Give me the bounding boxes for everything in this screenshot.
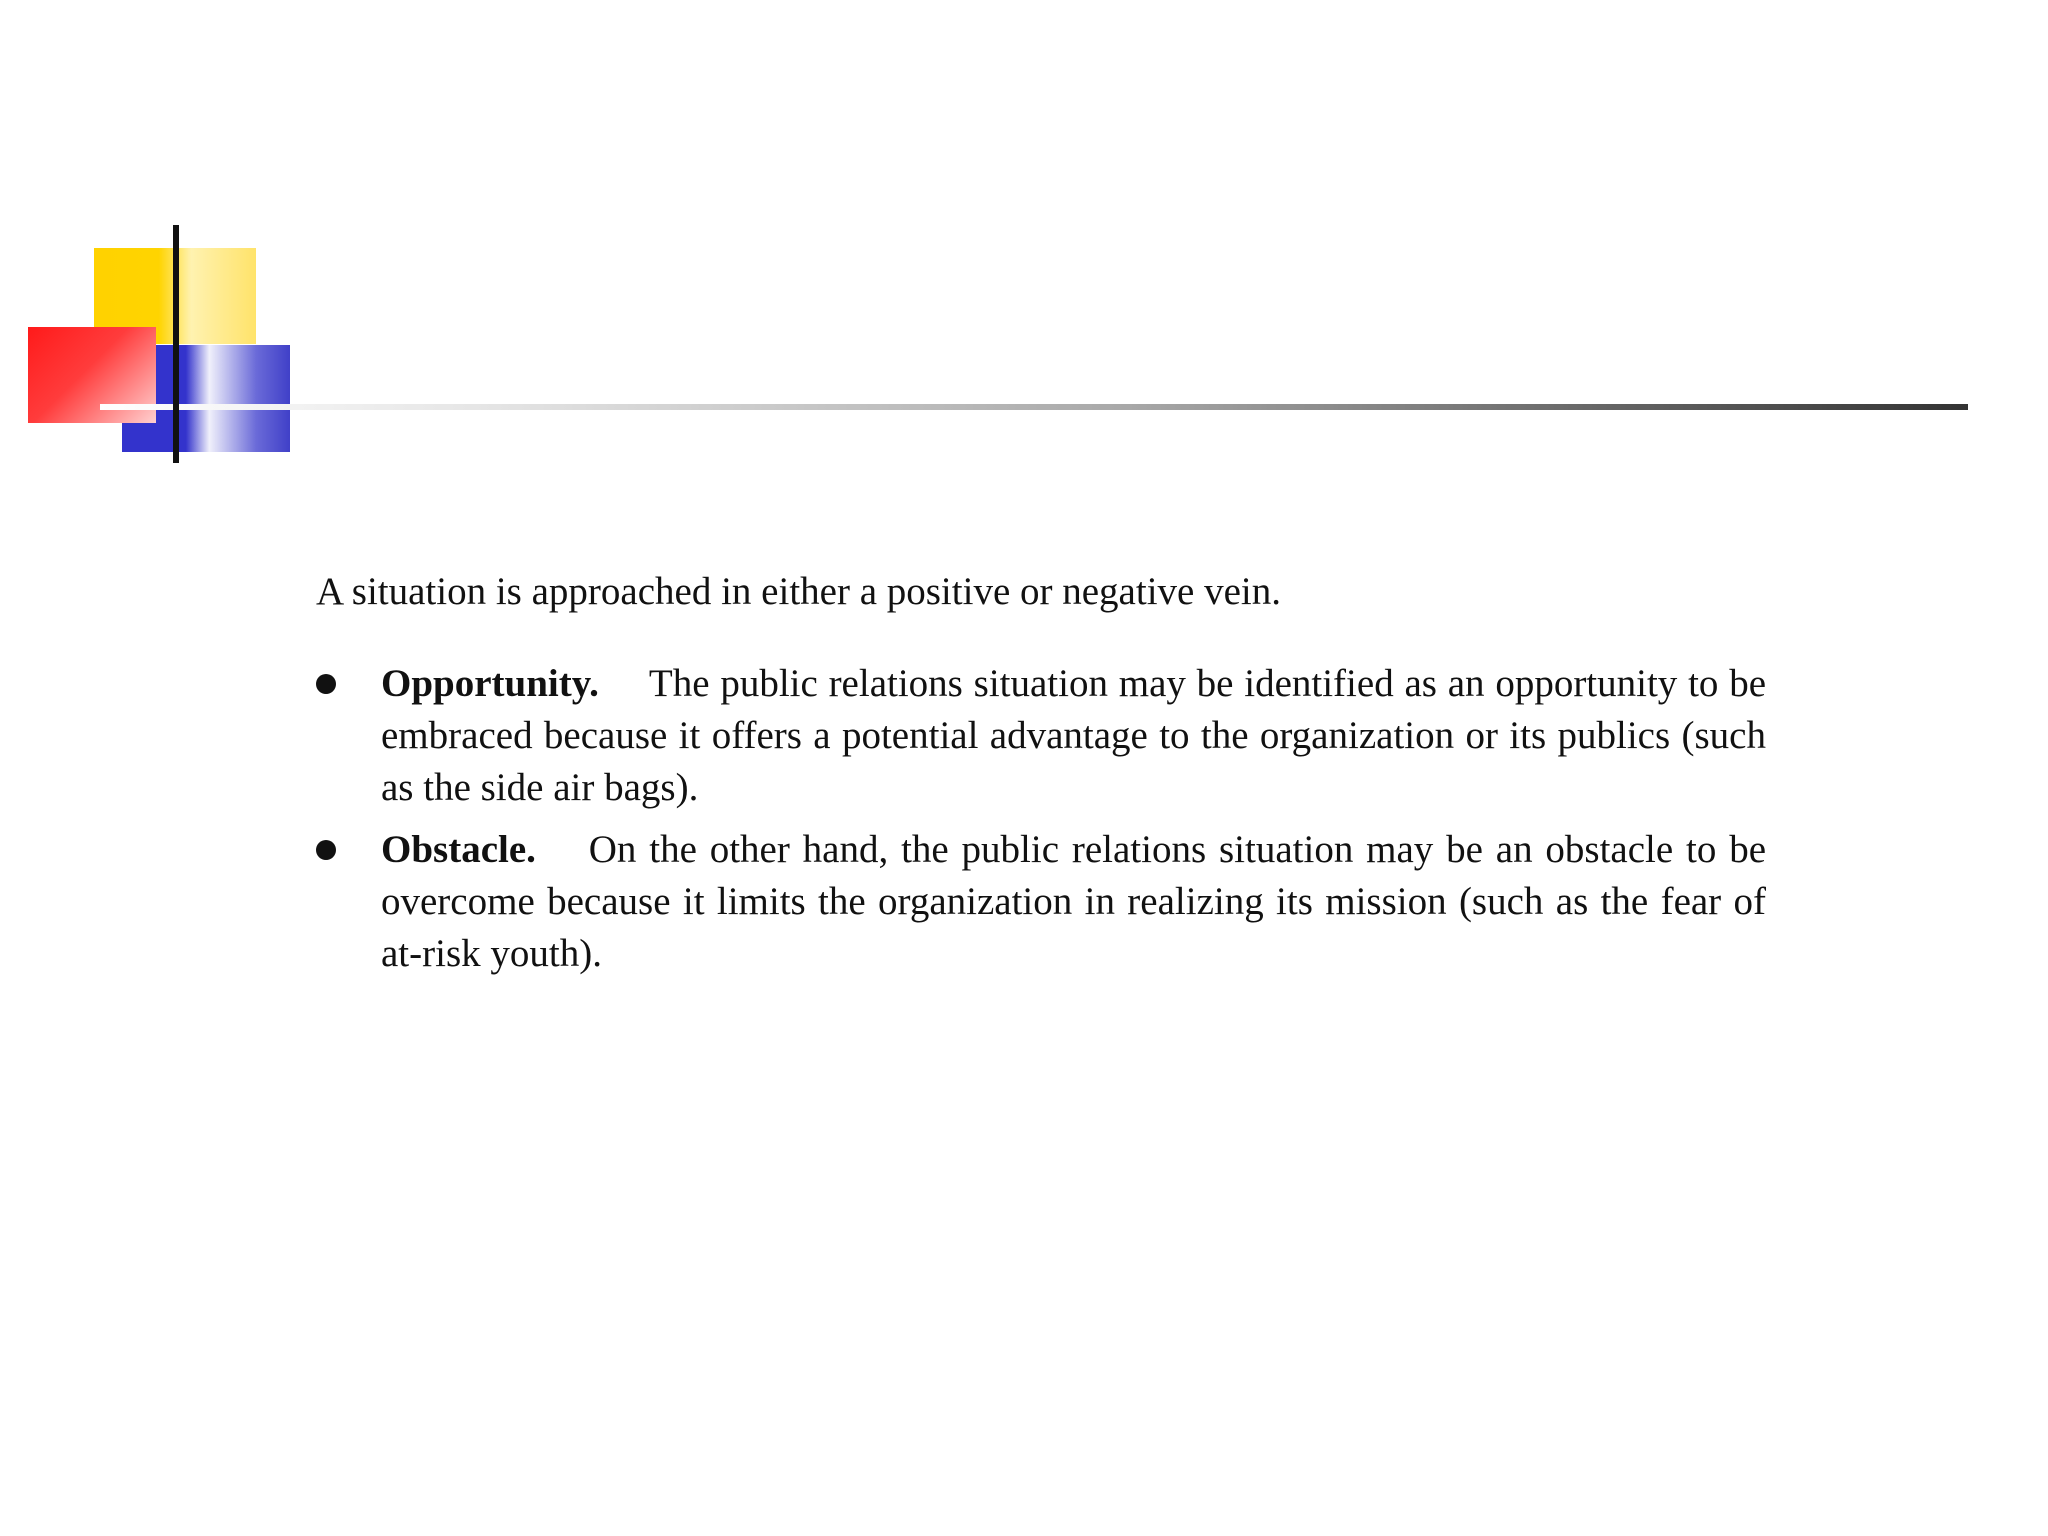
bullet-text: On the other hand, the public relations situation may be an obstacle to be overcome because it limits the organization in realizing its mission (such as the fear of at-risk youth). [381,828,1766,975]
title-divider-line [100,404,1968,410]
bullet-icon [316,674,336,694]
decorative-vertical-line [173,225,179,463]
list-item-opportunity [316,658,1766,814]
list-item-obstacle [316,824,1766,980]
slide-body [316,566,1766,990]
bullet-icon [316,840,336,860]
bullet-term: Obstacle. [381,828,536,871]
intro-sentence: A situation is approached in either a positive or negative vein. [316,570,1281,613]
bullet-term: Opportunity. [381,662,599,705]
bullet-text: The public relations situation may be identified as an opportunity to be embraced because it offers a potential advantage to the organization or its publics (such as the side air bags). [381,662,1767,809]
bullet-list [316,658,1766,980]
